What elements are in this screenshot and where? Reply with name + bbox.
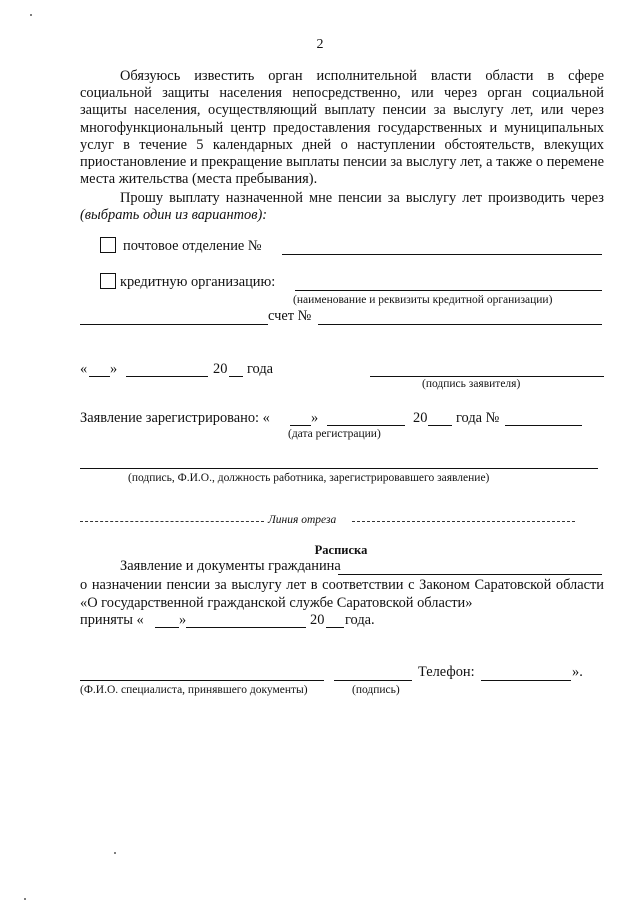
account-label: счет №: [268, 308, 312, 324]
receipt-day-field[interactable]: [155, 627, 179, 628]
receipt-paragraph: о назначении пенсии за выслугу лет в соответствии с Законом Саратовской области «О государственной гражданской службе Саратовской области»: [80, 577, 604, 611]
registration-label: Заявление зарегистрировано: «: [80, 410, 270, 426]
specialist-caption: (Ф.И.О. специалиста, принявшего документы): [80, 684, 308, 696]
receipt-close-quote: »: [179, 612, 187, 628]
registration-date-caption: (дата регистрации): [288, 428, 381, 440]
application-date-close-quote: »: [110, 361, 118, 377]
cut-line-left: [80, 521, 264, 522]
registration-month-field[interactable]: [327, 425, 405, 426]
receipt-title: Расписка: [314, 543, 368, 557]
application-date-month-field[interactable]: [126, 376, 208, 377]
post-office-label: почтовое отделение №: [123, 238, 262, 254]
phone-field[interactable]: [481, 680, 571, 681]
payment-request-hint: (выбрать один из вариантов):: [80, 207, 268, 224]
registration-year-prefix: 20: [413, 410, 428, 426]
scan-speck: [24, 898, 26, 900]
credit-organization-field[interactable]: [295, 290, 602, 291]
receipt-year-prefix: 20: [310, 612, 325, 628]
application-date-open-quote: «: [80, 361, 88, 377]
payment-request-text: Прошу выплату назначенной мне пенсии за выслугу лет производить через: [120, 190, 604, 206]
cut-line-right: [352, 521, 575, 522]
registration-number-field[interactable]: [505, 425, 582, 426]
application-date-year-word: года: [247, 361, 274, 377]
receipt-citizen-name-field[interactable]: [338, 574, 602, 575]
applicant-signature-field[interactable]: [370, 376, 604, 377]
application-date-day-field[interactable]: [89, 376, 110, 377]
credit-organization-caption: (наименование и реквизиты кредитной организации): [293, 294, 553, 306]
employee-signature-field[interactable]: [80, 468, 598, 469]
scan-speck: [30, 14, 32, 16]
registration-year-word: года №: [456, 410, 500, 426]
post-office-checkbox[interactable]: [100, 237, 116, 253]
phone-end: ».: [572, 664, 583, 680]
employee-signature-caption: (подпись, Ф.И.О., должность работника, зарегистрировавшего заявление): [128, 472, 490, 484]
scan-speck: [114, 852, 116, 854]
obligation-paragraph: Обязуюсь известить орган исполнительной власти области в сфере социальной защиты населения непосредственно, или через орган социальной защиты населения, осуществляющий выплату пенсии за выслугу лет, или через многофункциональный центр предоставления государственных и муниципальных услуг в течение 5 календарных дней о наступлении обстоятельств, влекущих приостановление и прекращение выплаты пенсии за выслугу лет, а также о перемене места жительства (места пребывания).: [80, 68, 604, 188]
payment-request-paragraph: [80, 190, 604, 224]
receipt-year-word: года.: [345, 612, 375, 628]
receipt-year-field[interactable]: [326, 627, 344, 628]
receipt-month-field[interactable]: [186, 627, 306, 628]
specialist-name-field[interactable]: [80, 680, 324, 681]
credit-organization-label: кредитную организацию:: [120, 274, 276, 290]
registration-close-quote: »: [311, 410, 319, 426]
receipt-citizen-label: Заявление и документы гражданина: [120, 558, 341, 574]
receipt-accepted-label: приняты «: [80, 612, 144, 628]
registration-day-field[interactable]: [290, 425, 311, 426]
account-number-field[interactable]: [318, 324, 602, 325]
specialist-signature-field[interactable]: [334, 680, 412, 681]
credit-organization-checkbox[interactable]: [100, 273, 116, 289]
registration-year-field[interactable]: [428, 425, 452, 426]
phone-label: Телефон:: [418, 664, 475, 680]
application-date-year-prefix: 20: [213, 361, 228, 377]
applicant-signature-caption: (подпись заявителя): [422, 378, 521, 390]
credit-organization-field-continued[interactable]: [80, 324, 268, 325]
page-number: 2: [316, 37, 324, 52]
post-office-number-field[interactable]: [282, 254, 602, 255]
application-date-year-field[interactable]: [229, 376, 243, 377]
specialist-signature-caption: (подпись): [352, 684, 400, 696]
cut-line-label: Линия отреза: [268, 514, 337, 526]
